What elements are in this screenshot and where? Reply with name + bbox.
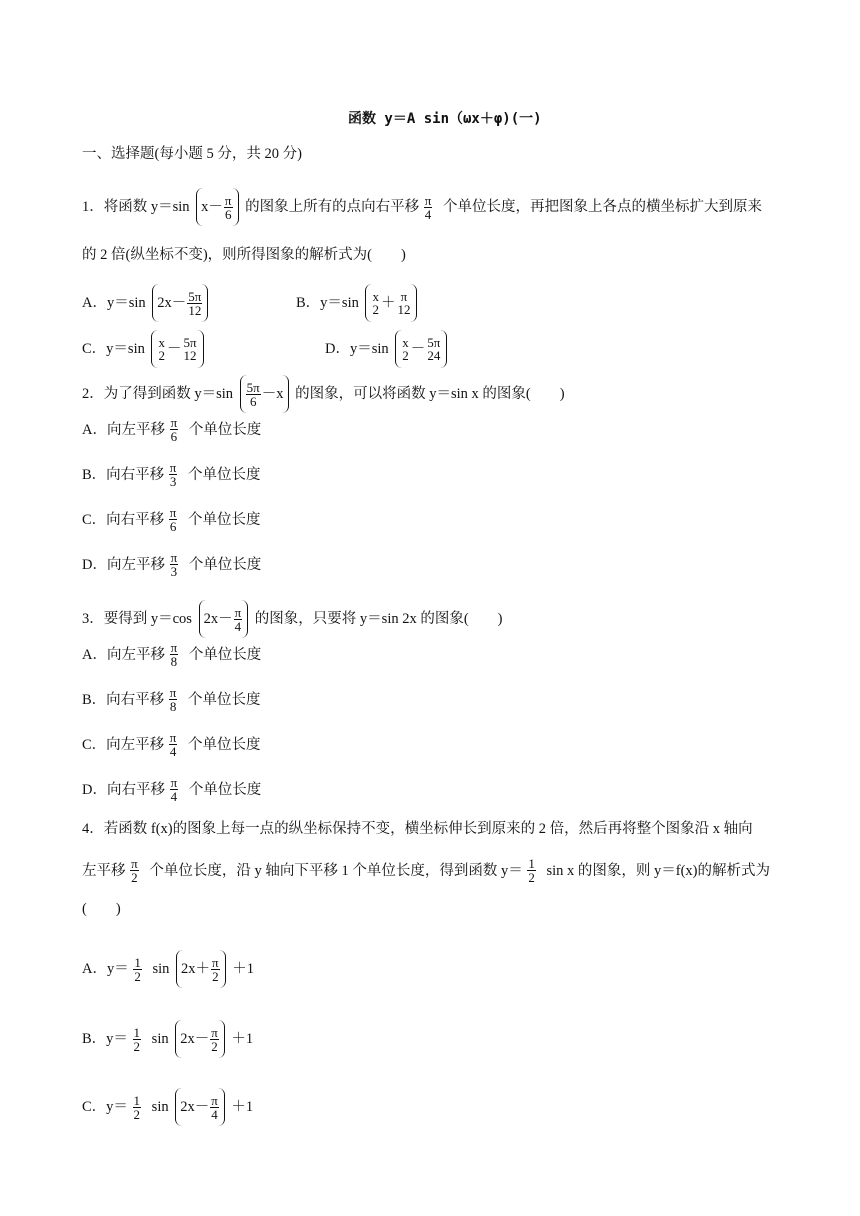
q3-num: π — [234, 604, 242, 620]
section-header: 一、选择题(每小题 5 分，共 20 分) — [82, 146, 302, 162]
q4-a-hn: 1 — [134, 954, 141, 970]
q4-a-den: 2 — [212, 968, 219, 984]
q1-d-frac — [426, 336, 441, 362]
q4-b-den: 2 — [211, 1038, 218, 1054]
q1-option-b[interactable] — [296, 284, 420, 322]
q4-l2-num2: 1 — [528, 856, 535, 871]
q2-b-pre: B．向右平移 — [82, 466, 165, 483]
q1-b-op: ＋ — [380, 295, 396, 311]
question-4-line1: 4．若函数 f(x)的图象上每一点的纵坐标保持不变，横坐标伸长到原来的 2 倍，然后再将整个图象沿 x 轴向 — [82, 821, 753, 837]
q2-option-d[interactable] — [82, 551, 261, 578]
q3-pre: 3．要得到 y＝cos — [82, 611, 192, 627]
q1-shift-den: 4 — [424, 206, 432, 222]
q4-c-post: ＋1 — [231, 1099, 254, 1115]
q1-arg-den: 6 — [224, 206, 232, 222]
q3-post: 的图象，只要将 y＝sin 2x 的图象( ) — [254, 611, 503, 627]
q1-c-xden: 2 — [158, 348, 165, 363]
q3-c-post: 个单位长度 — [188, 736, 261, 753]
q4-l2-den2: 2 — [528, 870, 535, 885]
q3-a-num: π — [170, 640, 178, 655]
q3-c-den: 4 — [169, 744, 177, 759]
q4-c-pre: 2x－ — [180, 1099, 210, 1115]
q1-b-xden: 2 — [372, 302, 379, 317]
q2-c-pre: C．向右平移 — [82, 511, 165, 528]
q2-c-den: 6 — [169, 519, 177, 534]
q2-frac — [246, 381, 261, 408]
q3-c-frac — [169, 731, 178, 758]
q4-a-frac — [211, 956, 220, 983]
q1-a-pre: 2x－ — [157, 295, 187, 311]
q2-a-post: 个单位长度 — [188, 421, 262, 438]
q3-a-post: 个单位长度 — [188, 646, 262, 663]
q4-c-label: C．y＝ — [82, 1099, 128, 1115]
q1-mid: 的图象上所有的点向右平移 — [245, 199, 420, 215]
q4-l2-mid: 个单位长度，沿 y 轴向下平移 1 个单位长度，得到函数 y＝ — [149, 862, 523, 879]
q1-d-xfrac — [401, 336, 410, 362]
q4-b-num: π — [211, 1024, 218, 1040]
q1-a-paren — [152, 284, 208, 322]
q4-c-hd: 2 — [133, 1106, 141, 1122]
q4-c-paren — [175, 1088, 225, 1126]
q4-b-half — [133, 1026, 142, 1053]
q2-option-c[interactable] — [82, 506, 261, 533]
q1-b-den: 12 — [397, 302, 411, 317]
q2-a-pre: A．向左平移 — [82, 421, 165, 438]
q4-option-a[interactable] — [82, 950, 254, 988]
q4-a-half — [133, 956, 142, 983]
q3-frac — [234, 606, 243, 633]
q3-option-c[interactable] — [82, 731, 261, 758]
q4-a-paren — [176, 950, 226, 988]
page-title: 函数 y＝A sin（ωx＋φ)(一) — [348, 111, 542, 127]
q4-l2-num: π — [131, 856, 138, 871]
q1-a-label: A．y＝sin — [82, 295, 146, 311]
q2-num: 5π — [246, 379, 260, 395]
q2-option-b[interactable] — [82, 461, 261, 488]
q2-option-a[interactable] — [82, 416, 261, 443]
question-4-line3: ( ) — [82, 901, 121, 917]
q1-c-frac — [182, 336, 197, 362]
q2-c-frac — [169, 506, 178, 533]
q1-arg-num: π — [224, 192, 232, 208]
q1-a-num: 5π — [188, 288, 202, 304]
q3-b-post: 个单位长度 — [188, 691, 261, 708]
q1-c-xnum: x — [158, 335, 165, 350]
q3-option-d[interactable] — [82, 776, 261, 803]
q1-option-d[interactable] — [325, 330, 450, 368]
q4-l2-den: 2 — [131, 870, 138, 885]
q4-c-hn: 1 — [133, 1092, 141, 1108]
q3-a-pre: A．向左平移 — [82, 646, 165, 663]
question-3-stem — [82, 600, 503, 638]
q1-option-a[interactable] — [82, 284, 211, 322]
q1-arg-pre: x－ — [201, 199, 223, 215]
q4-a-label: A．y＝ — [82, 961, 129, 977]
q1-c-label: C．y＝sin — [82, 341, 145, 357]
q3-d-frac — [170, 776, 179, 803]
q3-d-pre: D．向右平移 — [82, 781, 165, 798]
q2-c-post: 个单位长度 — [188, 511, 261, 528]
q3-c-pre: C．向左平移 — [82, 736, 165, 753]
q4-b-post: ＋1 — [231, 1031, 254, 1047]
q2-paren — [240, 375, 289, 413]
q2-d-num: π — [170, 550, 178, 565]
q2-d-post: 个单位长度 — [188, 556, 262, 573]
q1-shift-num: π — [424, 192, 432, 208]
q1-a-frac — [187, 290, 202, 317]
q2-arg-post: －x — [261, 386, 284, 402]
q1-c-den: 12 — [183, 348, 197, 363]
q2-d-den: 3 — [170, 564, 178, 579]
q4-a-pre: 2x＋ — [181, 961, 211, 977]
q1-d-op: － — [410, 341, 426, 357]
q1-pre: 1．将函数 y＝sin — [82, 199, 190, 215]
q4-a-sin: sin — [152, 961, 170, 977]
question-1-stem — [82, 188, 762, 226]
q1-b-xnum: x — [372, 289, 379, 304]
q1-d-xden: 2 — [402, 348, 409, 363]
q3-paren — [199, 600, 249, 638]
q3-b-num: π — [169, 685, 177, 700]
q4-l2-frac2 — [527, 857, 536, 884]
q1-c-paren — [151, 330, 203, 368]
q4-b-hn: 1 — [133, 1024, 141, 1040]
q1-paren — [196, 188, 238, 226]
q2-b-post: 个单位长度 — [188, 466, 261, 483]
q2-post: 的图象，可以将函数 y＝sin x 的图象( ) — [295, 386, 565, 402]
q1-d-num: 5π — [427, 335, 441, 350]
q4-option-c[interactable] — [82, 1088, 253, 1126]
q2-b-den: 3 — [169, 474, 177, 489]
q1-c-xfrac — [157, 336, 166, 362]
q1-b-paren — [365, 284, 417, 322]
q1-b-xfrac — [371, 290, 380, 316]
q4-l2-frac — [130, 857, 139, 884]
q2-b-frac — [169, 461, 178, 488]
q4-l2-pre: 左平移 — [82, 862, 126, 879]
q3-a-den: 8 — [170, 654, 178, 669]
q1-c-op: － — [166, 341, 182, 357]
q4-c-sin: sin — [151, 1099, 169, 1115]
q2-c-num: π — [169, 505, 177, 520]
q4-c-den: 4 — [211, 1106, 218, 1122]
q2-a-num: π — [170, 415, 178, 430]
q4-b-pre: 2x－ — [180, 1031, 210, 1047]
q1-b-frac — [396, 290, 411, 316]
q3-option-a[interactable] — [82, 641, 261, 668]
question-4-line2 — [82, 857, 770, 884]
q3-a-frac — [170, 641, 179, 668]
q4-b-paren — [175, 1020, 225, 1058]
q1-a-den: 12 — [188, 302, 202, 318]
q3-b-frac — [169, 686, 178, 713]
q4-b-sin: sin — [151, 1031, 169, 1047]
q4-a-post: ＋1 — [232, 961, 254, 977]
q2-den: 6 — [249, 393, 257, 409]
q1-b-num: π — [400, 289, 408, 304]
q3-d-den: 4 — [170, 789, 178, 804]
q2-d-pre: D．向左平移 — [82, 556, 165, 573]
q3-b-den: 8 — [169, 699, 177, 714]
q3-c-num: π — [169, 730, 177, 745]
q2-d-frac — [170, 551, 179, 578]
q4-a-hd: 2 — [134, 968, 141, 984]
q3-den: 4 — [234, 618, 242, 634]
q1-d-xnum: x — [402, 335, 409, 350]
q1-arg-frac — [224, 194, 233, 221]
question-2-stem — [82, 375, 565, 413]
q3-arg-pre: 2x－ — [203, 611, 233, 627]
q4-l2-post: sin x 的图象，则 y＝f(x)的解析式为 — [546, 862, 770, 879]
q4-c-half — [133, 1094, 142, 1121]
q4-c-frac — [210, 1094, 219, 1121]
q2-pre: 2．为了得到函数 y＝sin — [82, 386, 234, 402]
q1-option-c[interactable] — [82, 330, 207, 368]
q3-d-post: 个单位长度 — [188, 781, 262, 798]
q1-shift-frac — [424, 194, 433, 221]
q1-d-paren — [395, 330, 447, 368]
q4-b-hd: 2 — [133, 1038, 141, 1054]
q4-b-frac — [210, 1026, 219, 1053]
q4-a-num: π — [212, 954, 219, 970]
q3-option-b[interactable] — [82, 686, 261, 713]
q4-b-label: B．y＝ — [82, 1031, 128, 1047]
q4-option-b[interactable] — [82, 1020, 253, 1058]
q3-b-pre: B．向右平移 — [82, 691, 165, 708]
q1-post: 个单位长度，再把图象上各点的横坐标扩大到原来 — [442, 199, 762, 215]
q1-b-label: B．y＝sin — [296, 295, 359, 311]
q3-d-num: π — [170, 775, 178, 790]
q2-a-frac — [170, 416, 179, 443]
q4-c-num: π — [211, 1092, 218, 1108]
question-1-line2: 的 2 倍(纵坐标不变)，则所得图象的解析式为( ) — [82, 247, 406, 263]
q1-d-den: 24 — [427, 348, 441, 363]
q1-d-label: D．y＝sin — [325, 341, 389, 357]
q2-a-den: 6 — [170, 429, 178, 444]
q2-b-num: π — [169, 460, 177, 475]
q1-c-num: 5π — [183, 335, 197, 350]
